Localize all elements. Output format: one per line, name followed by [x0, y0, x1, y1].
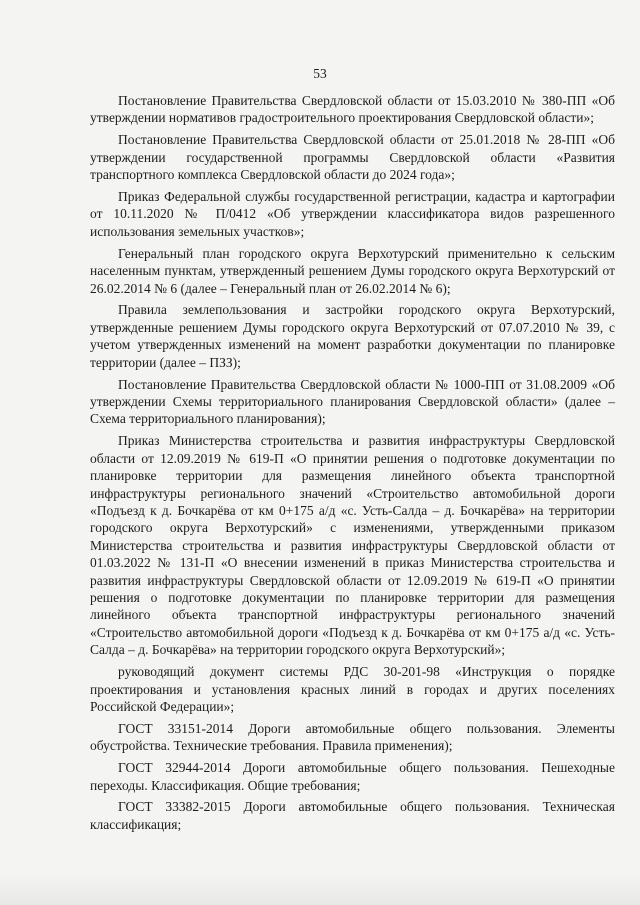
paragraph-order-rosreestr: Приказ Федеральной службы государственной регистрации, кадастра и картографии от 10.11.2020 № П/0412 «Об утверждении классификатора видов разрешенного использования земельных участков»;: [90, 189, 615, 239]
document-body: [90, 92, 615, 838]
paragraph-resolution-1000pp: Постановление Правительства Свердловской области № 1000-ПП от 31.08.2009 «Об утверждении Схемы территориального планирования Свердловской области» (далее – Схема территориального планирования);: [90, 376, 615, 427]
paragraph-order-619p: Приказ Министерства строительства и развития инфраструктуры Свердловской области от 12.09.2019 № 619-П «О принятии решения о подготовке документации по планировке территории для размещения линейного объекта транспортной инфраструктуры регионального значений «Строительство автомобильной дороги «Подъезд к д. Бочкарёва от км 0+175 а/д «с. Усть-Салда – д. Бочкарёва» на территории городского округа Верхотурский» с изменениями, утвержденными приказом Министерства строительства и развития инфраструктуры Свердловской области от 01.03.2022 № 131-П «О внесении изменений в приказ Министерства строительства и развития инфраструктуры Свердловской области от 12.09.2019 № 619-П «О принятии решения о подготовке документации по планировке территории для размещения линейного объекта транспортной инфраструктуры регионального значений «Строительство автомобильной дороги «Подъезд к д. Бочкарёва от км 0+175 а/д «с. Усть-Салда – д. Бочкарёва» на территории городского округа Верхотурский»;: [90, 433, 615, 658]
scan-shadow: [0, 875, 640, 905]
paragraph-gost-33382: ГОСТ 33382-2015 Дороги автомобильные общего пользования. Техническая классификация;: [90, 799, 615, 832]
paragraph-rds-30-201-98: руководящий документ системы РДС 30-201-98 «Инструкция о порядке проектирования и установления красных линий в городах и других поселениях Российской Федерации»;: [90, 664, 615, 714]
paragraph-land-use-rules: Правила землепользования и застройки городского округа Верхотурский, утвержденные решением Думы городского округа Верхотурский от 07.07.2010 № 39, с учетом утвержденных изменений на момент разработки документации по планировке территории (далее – ПЗЗ);: [90, 302, 615, 370]
paragraph-gost-33151: ГОСТ 33151-2014 Дороги автомобильные общего пользования. Элементы обустройства. Технические требования. Правила применения);: [90, 720, 615, 754]
paragraph-resolution-28pp: Постановление Правительства Свердловской области от 25.01.2018 № 28-ПП «Об утверждении государственной программы Свердловской области «Развития транспортного комплекса Свердловской области до 2024 года»;: [90, 132, 615, 183]
paragraph-gost-32944: ГОСТ 32944-2014 Дороги автомобильные общего пользования. Пешеходные переходы. Классификация. Общие требования;: [90, 760, 615, 793]
page-number: 53: [313, 66, 327, 81]
paragraph-resolution-380pp: Постановление Правительства Свердловской области от 15.03.2010 № 380-ПП «Об утверждении нормативов градостроительного проектирования Свердловской области»;: [90, 93, 615, 126]
paragraph-general-plan: Генеральный план городского округа Верхотурский применительно к сельским населенным пунктам, утвержденный решением Думы городского округа Верхотурский от 26.02.2014 № 6 (далее – Генеральный план от 26.02.2014 № 6);: [90, 245, 615, 296]
